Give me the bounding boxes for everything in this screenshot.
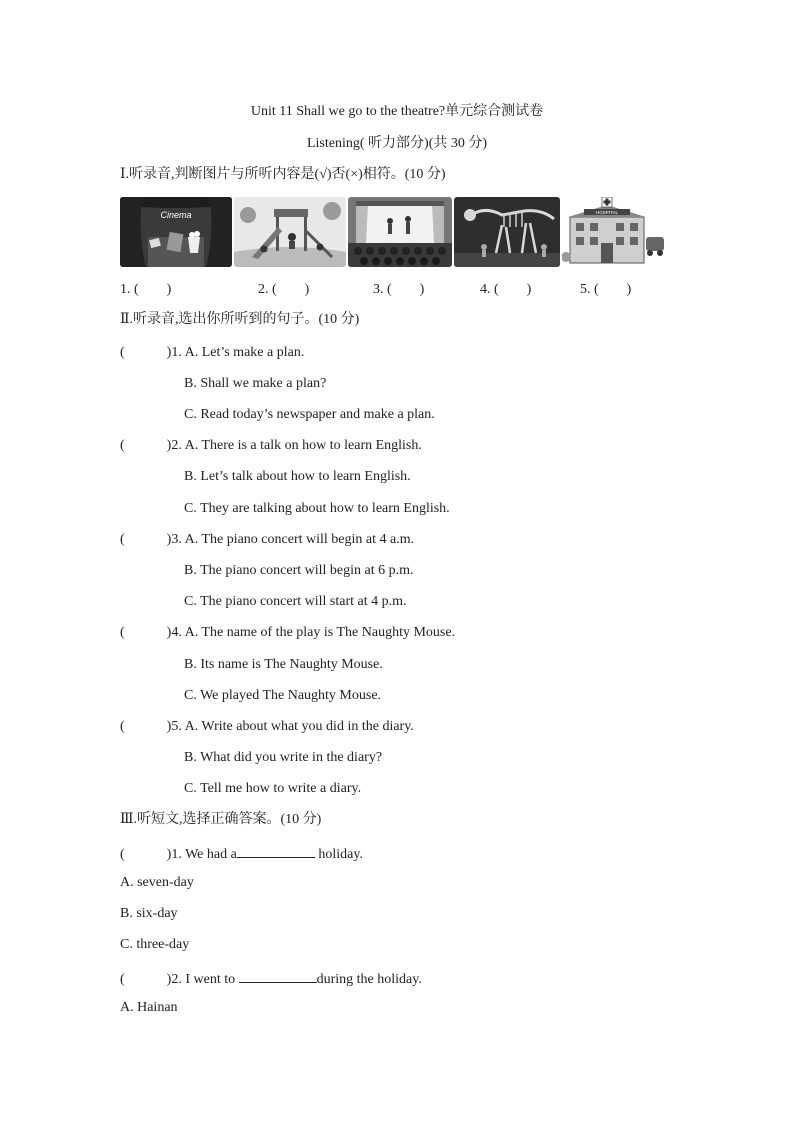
question-text: )1. We had a <box>166 847 237 862</box>
playground-picture <box>234 197 346 267</box>
section1-heading: Ⅰ.听录音,判断图片与所听内容是(√)否(×)相符。(10 分) <box>120 167 446 182</box>
question-3-1 <box>120 843 363 864</box>
hospital-picture <box>562 197 668 267</box>
section3-heading: Ⅲ.听短文,选择正确答案。(10 分) <box>120 812 322 827</box>
answer-blank-5[interactable]: 5. ( ) <box>580 282 632 297</box>
answer-paren[interactable]: ( <box>120 532 125 547</box>
question-text-end: during the holiday. <box>316 972 422 987</box>
answer-blank-4[interactable]: 4. ( ) <box>480 282 532 297</box>
fill-blank[interactable] <box>237 843 315 858</box>
cinema-picture <box>120 197 232 267</box>
option-a: A. Write about what you did in the diary. <box>184 719 414 734</box>
question-2-2 <box>120 437 422 455</box>
option-c: C. Read today’s newspaper and make a plan. <box>184 407 435 422</box>
option-c: C. three-day <box>120 937 190 952</box>
answer-blank-2[interactable]: 2. ( ) <box>258 282 310 297</box>
question-number: )2. <box>166 438 182 453</box>
question-number: )3. <box>166 532 182 547</box>
option-a: A. The name of the play is The Naughty Mouse. <box>184 625 456 640</box>
answer-blank-1[interactable]: 1. ( ) <box>120 282 172 297</box>
page-title: Unit 11 Shall we go to the theatre?单元综合测试卷 <box>250 104 544 119</box>
question-2-5 <box>120 718 414 736</box>
cinema-label: Cinema <box>160 210 192 220</box>
option-c: C. Tell me how to write a diary. <box>184 781 362 796</box>
question-text: )2. I went to <box>166 972 239 987</box>
question-number: )1. <box>166 345 182 360</box>
option-a: A. seven-day <box>120 875 194 890</box>
option-b: B. Its name is The Naughty Mouse. <box>184 657 383 672</box>
question-2-3 <box>120 531 414 549</box>
question-3-2 <box>120 968 422 989</box>
hospital-label: HOSPITAL <box>596 210 618 215</box>
option-c: C. They are talking about how to learn English. <box>184 501 450 516</box>
section2-heading: Ⅱ.听录音,选出你所听到的句子。(10 分) <box>120 312 360 327</box>
answer-blank-3[interactable]: 3. ( ) <box>373 282 425 297</box>
answer-paren[interactable]: ( <box>120 625 125 640</box>
question-number: )4. <box>166 625 182 640</box>
answer-paren[interactable]: ( <box>120 719 125 734</box>
page-subtitle: Listening( 听力部分)(共 30 分) <box>306 136 488 151</box>
answer-paren[interactable]: ( <box>120 438 125 453</box>
option-a: A. Hainan <box>120 1000 178 1015</box>
question-2-1 <box>120 344 304 362</box>
option-b: B. six-day <box>120 906 178 921</box>
option-b: B. Let’s talk about how to learn English. <box>184 469 411 484</box>
question-number: )5. <box>166 719 182 734</box>
fill-blank[interactable] <box>239 968 317 983</box>
theatre-stage-picture <box>348 197 452 267</box>
answer-paren[interactable]: ( <box>120 972 125 987</box>
option-a: A. There is a talk on how to learn English. <box>184 438 422 453</box>
option-b: B. Shall we make a plan? <box>184 376 327 391</box>
question-text-end: holiday. <box>314 847 363 862</box>
option-b: B. What did you write in the diary? <box>184 750 383 765</box>
option-a: A. Let’s make a plan. <box>184 345 305 360</box>
option-c: C. We played The Naughty Mouse. <box>184 688 382 703</box>
option-a: A. The piano concert will begin at 4 a.m. <box>184 532 415 547</box>
answer-paren[interactable]: ( <box>120 345 125 360</box>
answer-paren[interactable]: ( <box>120 847 125 862</box>
dinosaur-museum-picture <box>454 197 560 267</box>
option-b: B. The piano concert will begin at 6 p.m. <box>184 563 414 578</box>
option-c: C. The piano concert will start at 4 p.m. <box>184 594 407 609</box>
question-2-4 <box>120 624 455 642</box>
